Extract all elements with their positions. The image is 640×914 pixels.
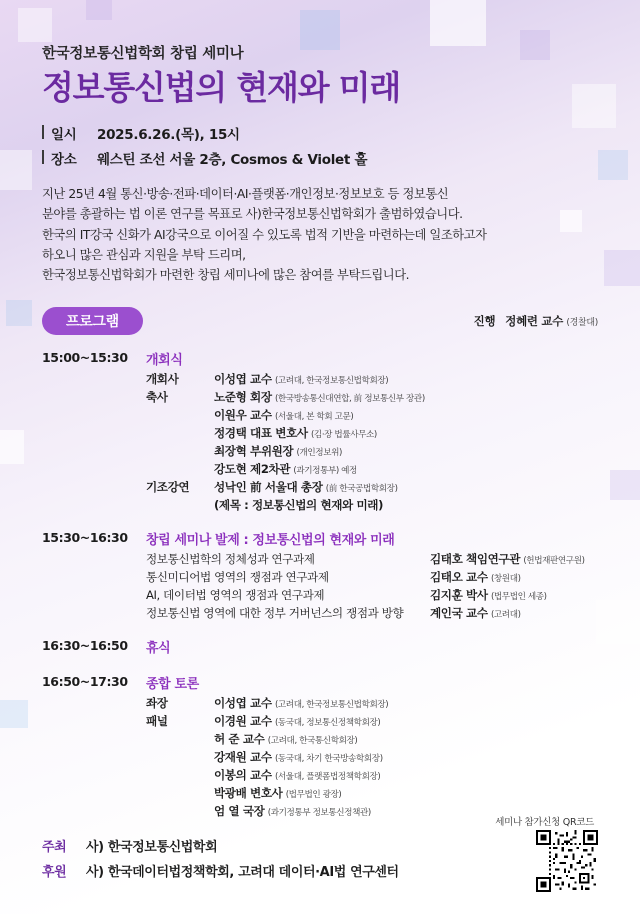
person-affiliation: (과기정통부 정보통신정책관) <box>267 807 371 818</box>
qr-code[interactable] <box>536 830 598 892</box>
session-body <box>146 349 598 515</box>
intro-line: 하오니 많은 관심과 지원을 부탁 드리며, <box>42 247 246 262</box>
person-affiliation: (서울대, 플랫폼법정책학회장) <box>274 771 381 782</box>
intro-line: 지난 25년 4월 통신·방송·전파·데이터·AI·플랫폼·개인정보·정보보호 등 정보통신 <box>42 186 449 201</box>
moderator-affiliation: (경찰대) <box>566 318 598 329</box>
row-role <box>146 749 214 767</box>
person-affiliation: (헌법재판연구원) <box>523 556 585 567</box>
person-name: 최장혁 부위원장 <box>214 444 294 459</box>
topic-title: AI, 데이터법 영역의 쟁점과 연구과제 <box>146 588 325 603</box>
topic-speaker <box>430 587 598 605</box>
session-heading: 개회식 <box>146 353 183 369</box>
intro-line: 한국정보통신법학회가 마련한 창립 세미나에 많은 참여를 부탁드립니다. <box>42 268 410 283</box>
row-role: 개회사 <box>146 372 179 387</box>
person-name: 강도현 제2차관 <box>214 462 291 477</box>
row-person <box>214 371 598 389</box>
topic-title: 정보통신법 영역에 대한 정부 거버넌스의 쟁점과 방향 <box>146 606 404 620</box>
intro-paragraph <box>42 184 598 285</box>
person-name: 허 준 교수 <box>214 731 265 746</box>
row-person <box>214 389 598 407</box>
program-row <box>146 461 598 479</box>
person-name: 이경원 교수 <box>214 713 272 728</box>
row-person <box>214 425 598 443</box>
row-person <box>214 443 598 461</box>
keynote-topic: (제목 : 정보통신법의 현재와 미래) <box>214 498 383 513</box>
session-time: 16:30~16:50 <box>42 637 128 653</box>
bar-marker-icon <box>42 125 44 139</box>
person-name: 이성엽 교수 <box>214 372 272 387</box>
row-role <box>146 731 214 749</box>
session-body <box>146 637 598 659</box>
session-time: 15:30~16:30 <box>42 530 128 546</box>
program-row <box>146 479 598 497</box>
footer-value: 사) 한국정보통신법학회 <box>86 840 218 855</box>
session-heading: 종합 토론 <box>146 676 199 692</box>
program-row <box>146 569 598 587</box>
moderator-label: 진행 <box>473 314 496 329</box>
person-name: 노준형 회장 <box>214 390 272 405</box>
program-row <box>146 731 598 749</box>
meta-value: 2025.6.26.(목), 15시 <box>97 126 240 143</box>
program-row <box>146 371 598 389</box>
row-role <box>146 497 214 515</box>
session-break <box>42 637 598 659</box>
session-time: 15:00~15:30 <box>42 350 128 366</box>
host-organization-line: 한국정보통신법학회 창립 세미나 <box>42 46 244 62</box>
moderator-name: 정혜련 교수 <box>505 314 564 329</box>
program-row <box>146 767 598 785</box>
person-affiliation: (동국대, 정보통신정책학회장) <box>274 717 381 728</box>
row-role <box>146 425 214 443</box>
row-role: 기조강연 <box>146 480 190 495</box>
row-person <box>214 713 598 731</box>
person-affiliation: (창원대) <box>490 574 521 585</box>
footer-label: 후원 <box>42 865 67 880</box>
event-meta <box>42 123 598 168</box>
row-role <box>146 767 214 785</box>
page-title: 정보통신법의 현재와 미래 <box>42 68 401 107</box>
session-heading: 창립 세미나 발제 : 정보통신법의 현재와 미래 <box>146 533 395 549</box>
person-affiliation: (김·장 법률사무소) <box>310 430 377 441</box>
person-name: 성낙인 前 서울대 총장 <box>214 480 323 495</box>
person-affiliation: (고려대, 한국정보통신법학회장) <box>274 699 389 710</box>
session-panel-discussion <box>42 673 598 821</box>
person-name: 박광배 변호사 <box>214 785 283 800</box>
person-affiliation: (前 한국공법학회장) <box>325 484 398 495</box>
row-person <box>214 749 598 767</box>
session-heading: 휴식 <box>146 640 171 656</box>
person-affiliation: (동국대, 차기 한국방송학회장) <box>274 753 383 764</box>
person-name: 김태오 교수 <box>430 570 488 585</box>
person-name: 이봉의 교수 <box>214 767 272 782</box>
person-affiliation: (개인정보위) <box>296 448 342 459</box>
row-person <box>214 479 598 497</box>
intro-line: 분야를 총괄하는 법 이론 연구를 목표로 사)한국정보통신법학회가 출범하였습니다. <box>42 207 463 222</box>
person-name: 김태호 책임연구관 <box>430 552 521 567</box>
row-person <box>214 695 598 713</box>
session-opening <box>42 349 598 515</box>
topic-title: 통신미디어법 영역의 쟁점과 연구과제 <box>146 570 329 585</box>
row-person <box>214 785 598 803</box>
person-name: 이성엽 교수 <box>214 695 272 710</box>
meta-value: 웨스틴 조선 서울 2층, Cosmos & Violet 홀 <box>97 151 368 168</box>
bar-marker-icon <box>42 150 44 164</box>
person-name: 계인국 교수 <box>430 606 488 620</box>
person-affiliation: (서울대, 본 학회 고문) <box>274 412 354 423</box>
program-row <box>146 407 598 425</box>
person-name: 강재원 교수 <box>214 749 272 764</box>
program-row <box>146 695 598 713</box>
meta-row-date <box>42 123 598 143</box>
topic-speaker <box>430 551 598 569</box>
person-affiliation: (고려대, 한국통신학회장) <box>267 735 358 746</box>
row-role: 좌장 <box>146 695 168 710</box>
person-name: 정경택 대표 변호사 <box>214 426 308 441</box>
person-affiliation: (법무법인 광장) <box>285 789 342 800</box>
program-row <box>146 713 598 731</box>
meta-row-venue <box>42 148 598 168</box>
person-affiliation: (고려대) <box>490 610 521 620</box>
program-sessions <box>42 349 598 820</box>
person-affiliation: (법무법인 세종) <box>490 592 547 603</box>
session-time: 16:50~17:30 <box>42 673 128 689</box>
qr-caption: 세미나 참가신청 QR코드 <box>495 817 594 828</box>
person-name: 엄 열 국장 <box>214 803 265 818</box>
row-role <box>146 407 214 425</box>
footer-value: 사) 한국데이터법정책학회, 고려대 데이터·AI법 연구센터 <box>86 865 399 880</box>
person-affiliation: (고려대, 한국정보통신법학회장) <box>274 376 389 387</box>
row-role <box>146 443 214 461</box>
program-header <box>42 307 598 335</box>
footer-row-sponsor <box>42 861 399 880</box>
topic-speaker <box>430 605 598 623</box>
program-badge: 프로그램 <box>42 307 143 335</box>
row-person <box>214 767 598 785</box>
program-row <box>146 389 598 407</box>
row-role <box>146 785 214 803</box>
person-name: 이원우 교수 <box>214 408 272 423</box>
topic-title: 정보통신법학의 정체성과 연구과제 <box>146 552 315 567</box>
program-row <box>146 605 598 623</box>
program-row <box>146 443 598 461</box>
person-name: 김지훈 박사 <box>430 588 488 603</box>
footer-row-host <box>42 836 399 855</box>
program-row <box>146 785 598 803</box>
program-row <box>146 749 598 767</box>
person-affiliation: (과기정통부) 예정 <box>293 466 357 477</box>
meta-label: 장소 <box>51 151 77 168</box>
intro-line: 한국의 IT강국 신화가 AI강국으로 이어질 수 있도록 법적 기반을 마련하는데 일조하고자 <box>42 227 487 242</box>
moderator-info <box>474 313 598 329</box>
row-person <box>214 407 598 425</box>
topic-speaker <box>430 569 598 587</box>
program-row <box>146 551 598 569</box>
row-person <box>214 497 598 515</box>
program-row <box>146 587 598 605</box>
program-row <box>146 497 598 515</box>
session-presentations <box>42 529 598 623</box>
session-body <box>146 673 598 821</box>
session-body <box>146 529 598 623</box>
footer-label: 주최 <box>42 840 67 855</box>
footer-organizers <box>42 836 399 886</box>
row-person <box>214 461 598 479</box>
row-role <box>146 803 214 821</box>
row-role: 패널 <box>146 713 168 728</box>
row-role <box>146 461 214 479</box>
program-row <box>146 425 598 443</box>
row-role: 축사 <box>146 390 168 405</box>
row-person <box>214 731 598 749</box>
meta-label: 일시 <box>51 126 77 143</box>
person-affiliation: (한국방송통신대연합, 前 정보통신부 장관) <box>274 394 425 405</box>
